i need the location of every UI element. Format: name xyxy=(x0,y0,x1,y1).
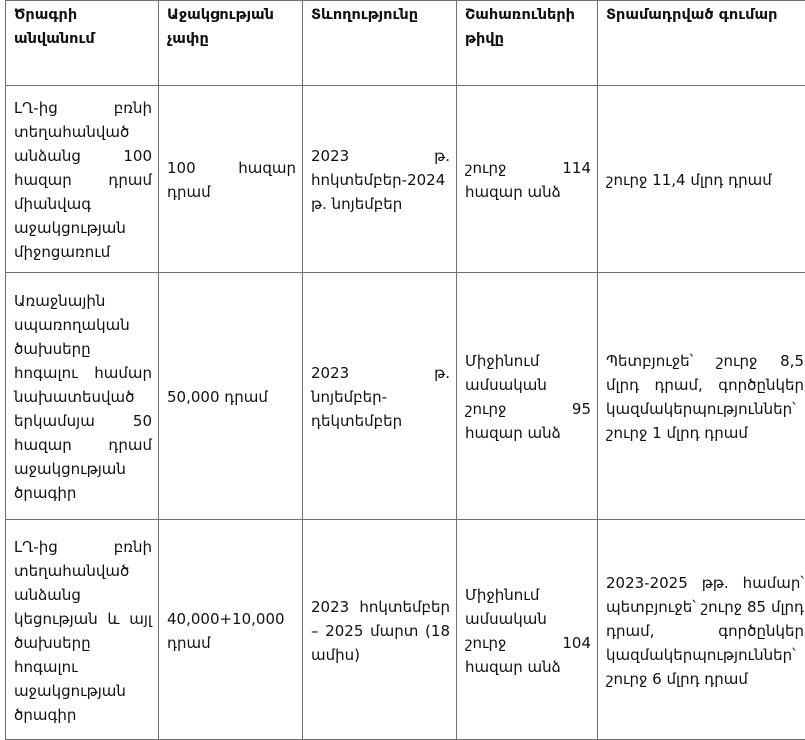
cell-duration: 2023 թ. նոյեմբեր-դեկտեմբեր xyxy=(303,273,457,520)
cell-funds-provided: շուրջ 11,4 մլրդ դրամ xyxy=(598,86,805,273)
cell-beneficiaries: Միջինում ամսական շուրջ 104 հազար անձ xyxy=(457,520,598,740)
cell-support-amount: 50,000 դրամ xyxy=(159,273,303,520)
table-row xyxy=(6,273,805,520)
header-beneficiaries: Շահառուների թիվը xyxy=(457,1,598,86)
cell-program-name: Առաջնային սպառողական ծախսերը հոգալու համար նախատեսված երկամսյա 50 հազար դրամ աջակցության ծրագիր xyxy=(6,273,159,520)
cell-beneficiaries: շուրջ 114 հազար անձ xyxy=(457,86,598,273)
header-program-name: Ծրագրի անվանում xyxy=(6,1,159,86)
cell-duration: 2023 թ. հոկտեմբեր-2024 թ. նոյեմբեր xyxy=(303,86,457,273)
cell-funds-provided: 2023-2025 թթ. համար՝ պետբյուջե՝ շուրջ 85 մլրդ դրամ, գործընկեր կազմակերպություններ՝ շուրջ 6 մլրդ դրամ xyxy=(598,520,805,740)
header-support-amount: Աջակցության չափը xyxy=(159,1,303,86)
cell-funds-provided: Պետբյուջե՝ շուրջ 8,5 մլրդ դրամ, գործընկեր կազմակերպություններ՝ շուրջ 1 մլրդ դրամ xyxy=(598,273,805,520)
header-duration: Տևողությունը xyxy=(303,1,457,86)
cell-program-name: ԼՂ-ից բռնի տեղահանված անձանց 100 հազար դրամ միանվագ աջակցության միջոցառում xyxy=(6,86,159,273)
header-funds-provided: Տրամադրված գումար xyxy=(598,1,805,86)
support-programs-table xyxy=(5,0,805,740)
table-header-row xyxy=(6,1,805,86)
cell-support-amount: 100 հազար դրամ xyxy=(159,86,303,273)
cell-beneficiaries: Միջինում ամսական շուրջ 95 հազար անձ xyxy=(457,273,598,520)
table-row xyxy=(6,86,805,273)
cell-program-name: ԼՂ-ից բռնի տեղահանված անձանց կեցության և այլ ծախսերը հոգալու աջակցության ծրագիր xyxy=(6,520,159,740)
cell-duration: 2023 հոկտեմբեր – 2025 մարտ (18 ամիս) xyxy=(303,520,457,740)
table-row xyxy=(6,520,805,740)
cell-support-amount: 40,000+10,000 դրամ xyxy=(159,520,303,740)
